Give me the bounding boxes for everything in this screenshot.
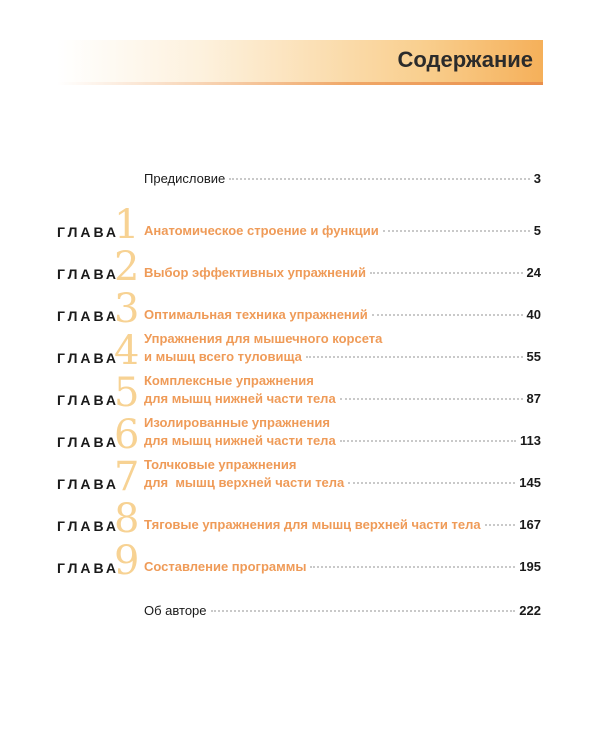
chapter-word: ГЛАВА xyxy=(57,308,120,324)
page-number: 24 xyxy=(526,265,541,280)
chapter-word: ГЛАВА xyxy=(57,560,120,576)
page-number: 3 xyxy=(533,171,541,186)
chapter-word: ГЛАВА xyxy=(57,476,120,492)
chapter-word: ГЛАВА xyxy=(57,518,120,534)
entry-title-line-1: Упражнения для мышечного корсета xyxy=(144,331,383,346)
entry-title-line-2: для мышц нижней части тела xyxy=(144,391,336,406)
page-number: 5 xyxy=(533,223,541,238)
chapter-number: 4 xyxy=(114,328,140,374)
entry-title: Предисловие xyxy=(144,171,226,186)
chapter-number: 5 xyxy=(114,370,140,416)
toc-entry-preface[interactable] xyxy=(57,170,541,188)
chapter-word: ГЛАВА xyxy=(57,266,120,282)
dot-leader xyxy=(372,314,523,316)
page-number: 55 xyxy=(526,349,541,364)
chapter-number: 1 xyxy=(114,202,140,248)
entry-title-line-2: для мышц верхней части тела xyxy=(144,475,345,490)
header-band xyxy=(57,40,543,82)
page-number: 195 xyxy=(519,559,541,574)
entry-title: Тяговые упражнения для мышц верхней части тела xyxy=(144,517,481,532)
page-number: 113 xyxy=(520,433,541,448)
chapter-number: 6 xyxy=(114,412,140,458)
entry-title-line-2: и мышц всего туловища xyxy=(144,349,302,364)
page-number: 40 xyxy=(526,307,541,322)
page-number: 167 xyxy=(519,517,541,532)
chapter-number: 9 xyxy=(114,538,140,584)
dot-leader xyxy=(229,178,530,180)
page-number: 87 xyxy=(526,391,541,406)
dot-leader xyxy=(348,482,515,484)
dot-leader xyxy=(310,566,515,568)
toc-entry-chapter-4[interactable] xyxy=(57,328,541,374)
dot-leader xyxy=(383,230,530,232)
dot-leader xyxy=(306,356,523,358)
chapter-number: 7 xyxy=(114,454,140,500)
toc-entry-about-author[interactable] xyxy=(57,602,541,620)
chapter-word: ГЛАВА xyxy=(57,224,120,240)
chapter-word: ГЛАВА xyxy=(57,434,120,450)
chapter-number: 3 xyxy=(114,286,140,332)
page-number: 222 xyxy=(519,603,541,618)
toc-entry-chapter-3[interactable] xyxy=(57,286,541,332)
entry-title-line-2: для мышц нижней части тела xyxy=(144,433,336,448)
entry-title: Выбор эффективных упражнений xyxy=(144,265,367,280)
toc-entry-chapter-5[interactable] xyxy=(57,370,541,416)
entry-title-line-1: Комплексные упражнения xyxy=(144,373,314,388)
entry-title: Об авторе xyxy=(144,603,207,618)
page-number: 145 xyxy=(519,475,541,490)
dot-leader xyxy=(340,440,516,442)
entry-title-line-1: Толчковые упражнения xyxy=(144,457,297,472)
chapter-word: ГЛАВА xyxy=(57,350,120,366)
chapter-number: 8 xyxy=(114,496,140,542)
page-title: Содержание xyxy=(397,47,533,72)
chapter-number: 2 xyxy=(114,244,140,290)
toc-entry-chapter-2[interactable] xyxy=(57,244,541,290)
entry-title: Оптимальная техника упражнений xyxy=(144,307,368,322)
toc-entry-chapter-9[interactable] xyxy=(57,538,541,584)
chapter-word: ГЛАВА xyxy=(57,392,120,408)
toc-entry-chapter-7[interactable] xyxy=(57,454,541,500)
toc-entry-chapter-6[interactable] xyxy=(57,412,541,458)
entry-title: Анатомическое строение и функции xyxy=(144,223,379,238)
dot-leader xyxy=(211,610,516,612)
entry-title-line-1: Изолированные упражнения xyxy=(144,415,330,430)
dot-leader xyxy=(485,524,516,526)
toc-entry-chapter-1[interactable] xyxy=(57,202,541,248)
entry-title: Составление программы xyxy=(144,559,307,574)
dot-leader xyxy=(370,272,522,274)
toc-entry-chapter-8[interactable] xyxy=(57,496,541,542)
dot-leader xyxy=(340,398,523,400)
